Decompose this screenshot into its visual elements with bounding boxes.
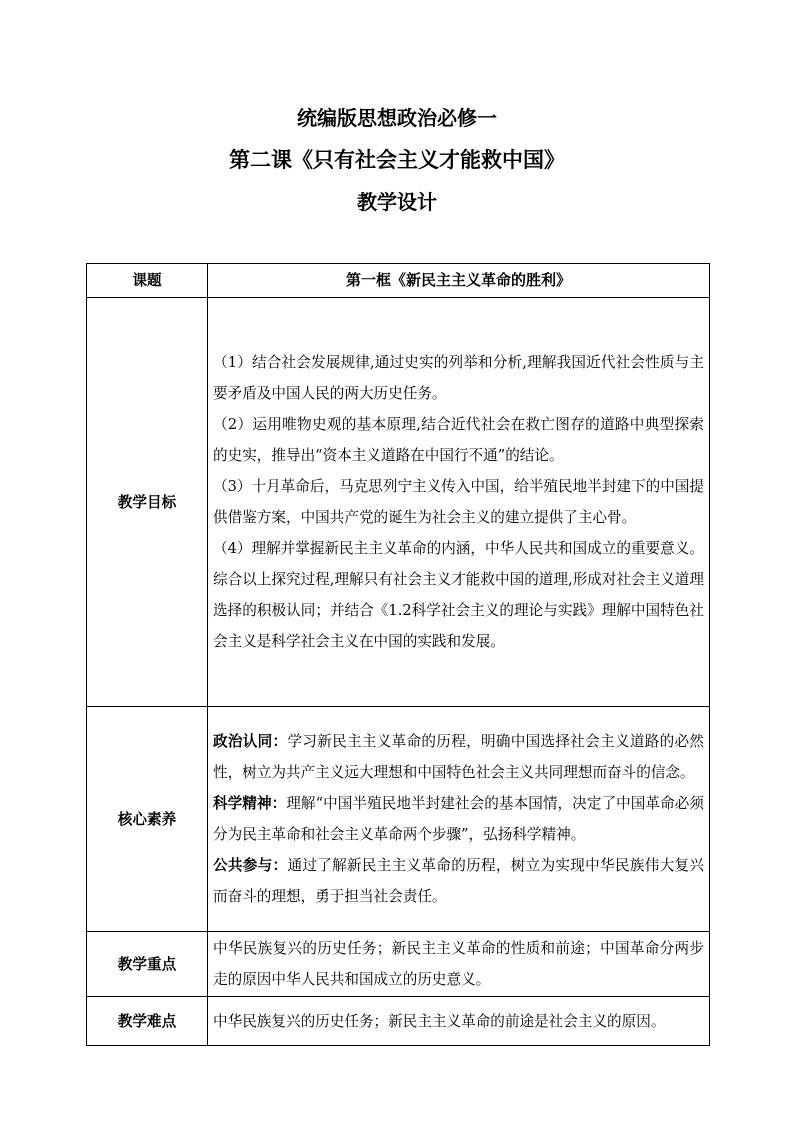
core-item-science-text: 理解“中国半殖民地半封建社会的基本国情，决定了中国革命必须分为民主革命和社会主义革命两个步骤”，弘扬科学精神。 [213, 795, 704, 843]
goals-label: 教学目标 [87, 298, 208, 707]
key-points-row [87, 932, 710, 997]
core-literacy-content [208, 707, 710, 932]
core-literacy-label: 核心素养 [87, 707, 208, 932]
difficult-points-content [208, 997, 710, 1046]
design-title: 教学设计 [357, 190, 437, 214]
difficult-points-row [87, 997, 710, 1046]
key-points-label: 教学重点 [87, 932, 208, 997]
goal-item-2: （2）运用唯物史观的基本原理,结合近代社会在救亡图存的道路中典型探索的史实，推导出“资本主义道路在中国行不通”的结论。 [213, 416, 704, 464]
topic-label: 课题 [87, 264, 208, 298]
core-literacy-row [87, 707, 710, 932]
core-item-political [213, 726, 704, 788]
core-item-public-text: 通过了解新民主主义革命的历程，树立为实现中华民族伟大复兴而奋斗的理想，勇于担当社会责任。 [213, 857, 704, 905]
goals-row [87, 298, 710, 707]
difficult-points-text: 中华民族复兴的历史任务；新民主主义革命的前途是社会主义的原因。 [213, 1012, 666, 1030]
core-item-science-key: 科学精神： [213, 795, 287, 812]
goals-content [208, 298, 710, 707]
goal-item-1: （1）结合社会发展规律,通过史实的列举和分析,理解我国近代社会性质与主要矛盾及中国人民的两大历史任务。 [213, 354, 704, 402]
topic-value: 第一框《新民主主义革命的胜利》 [208, 264, 710, 298]
core-item-political-key: 政治认同： [213, 733, 288, 750]
key-points-text: 中华民族复兴的历史任务；新民主主义革命的性质和前途；中国革命分两步走的原因中华人民共和国成立的历史意义。 [213, 940, 704, 988]
goal-item-3: （3）十月革命后，马克思列宁主义传入中国，给半殖民地半封建下的中国提供借鉴方案，中国共产党的诞生为社会主义的建立提供了主心骨。 [213, 478, 704, 526]
difficult-points-label: 教学难点 [87, 997, 208, 1046]
key-points-content [208, 932, 710, 997]
core-item-public [213, 850, 704, 912]
table-header-row [87, 264, 710, 298]
lesson-title: 第二课《只有社会主义才能救中国》 [229, 147, 565, 172]
core-item-science [213, 788, 704, 850]
document-title: 统编版思想政治必修一 [297, 106, 497, 130]
core-item-public-key: 公共参与： [213, 857, 288, 874]
lesson-plan-table [86, 263, 710, 1046]
core-item-political-text: 学习新民主主义革命的历程，明确中国选择社会主义道路的必然性，树立为共产主义远大理想和中国特色社会主义共同理想而奋斗的信念。 [213, 733, 704, 781]
goal-summary: 综合以上探究过程,理解只有社会主义才能救中国的道理,形成对社会主义道理选择的积极认同；并结合《1.2科学社会主义的理论与实践》理解中国特色社会主义是科学社会主义在中国的实践和发展。 [213, 571, 704, 650]
goal-item-4: （4）理解并掌握新民主主义革命的内涵，中华人民共和国成立的重要意义。 [213, 540, 704, 557]
